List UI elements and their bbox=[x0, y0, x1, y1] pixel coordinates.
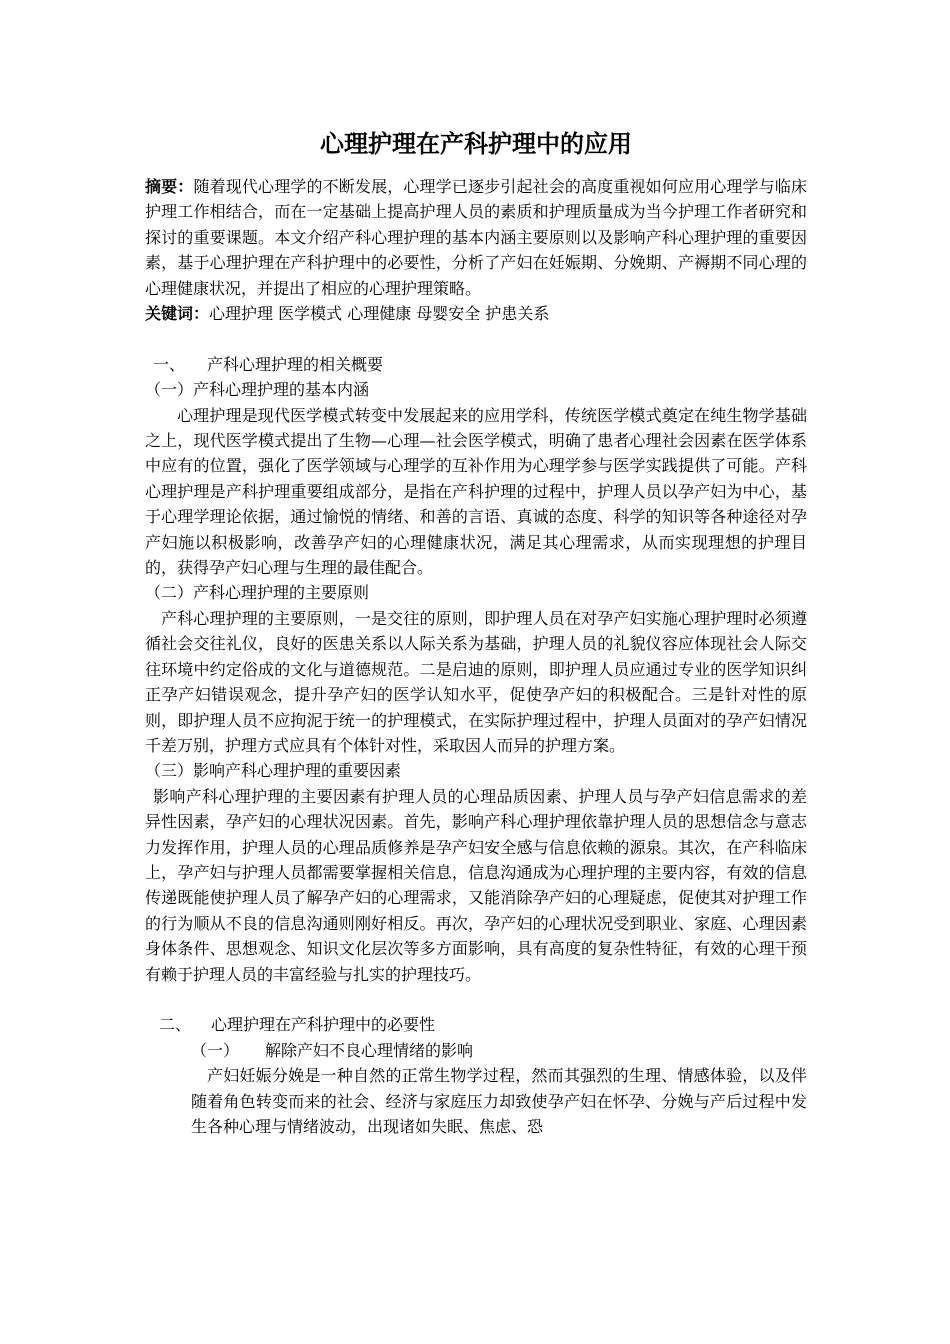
spacer bbox=[145, 326, 807, 351]
section1-heading bbox=[145, 352, 807, 377]
abstract-label: 摘要： bbox=[145, 177, 194, 196]
section1-sub3-text: 影响产科心理护理的主要因素有护理人员的心理品质因素、护理人员与孕产妇信息需求的差异性因素，孕产妇的心理状况因素。首先，影响产科心理护理依靠护理人员的思想信念与意志力发挥作用，护理人员的心理品质修养是孕产妇安全感与信息依赖的源泉。其次，在产科临床上，孕产妇与护理人员都需要掌握相关信息，信息沟通成为心理护理的主要内容，有效的信息传递既能使护理人员了解孕产妇的心理需求，又能消除孕产妇的心理疑虑，促使其对护理工作的行为顺从不良的信息沟通则刚好相反。再次，孕产妇的心理状况受到职业、家庭、心理因素身体条件、思想观念、知识文化层次等多方面影响，具有高度的复杂性特征，有效的心理干预有赖于护理人员的丰富经验与扎实的护理技巧。 bbox=[145, 786, 807, 984]
section2-sub1-title: 解除产妇不良心理情绪的影响 bbox=[265, 1040, 474, 1060]
section1-number: 一、 bbox=[153, 354, 186, 374]
section1-sub2-text: 产科心理护理的主要原则，一是交往的原则，即护理人员在对孕产妇实施心理护理时必须遵循社会交往礼仪，良好的医患关系以人际关系为基础，护理人员的礼貌仪容应体现社会人际交往环境中约定俗成的文化与道德规范。二是启迪的原则，即护理人员应通过专业的医学知识纠正孕产妇错误观念，提升孕产妇的医学认知水平，促使孕产妇的积极配合。三是针对性的原则，即护理人员不应拘泥于统一的护理模式，在实际护理过程中，护理人员面对的孕产妇情况千差万别，护理方式应具有个体针对性，采取因人而异的护理方案。 bbox=[145, 608, 807, 755]
section2-heading bbox=[145, 1012, 807, 1037]
section2-number: 二、 bbox=[159, 1015, 192, 1035]
section1-sub1-heading: （一）产科心理护理的基本内涵 bbox=[145, 380, 370, 400]
keywords-label: 关键词： bbox=[145, 304, 210, 324]
keywords-line bbox=[145, 301, 807, 326]
section1-sub1-text: 心理护理是现代医学模式转变中发展起来的应用学科，传统医学模式奠定在纯生物学基础之上，现代医学模式提出了生物—心理—社会医学模式，明确了患者心理社会因素在医学体系中应有的位置，强化了医学领域与心理学的互补作用为心理学参与医学实践提供了可能。产科心理护理是产科护理重要组成部分，是指在产科护理的过程中，护理人员以孕产妇为中心，基于心理学理论依据，通过愉悦的情绪、和善的言语、真诚的态度、科学的知识等各种途径对孕产妇施以积极影响，改善孕产妇的心理健康状况，满足其心理需求，从而实现理想的护理目的，获得孕产妇心理与生理的最佳配合。 bbox=[145, 405, 807, 578]
section2-sub1-text: 产妇妊娠分娩是一种自然的正常生物学过程，然而其强烈的生理、情感体验，以及伴随着角色转变而来的社会、经济与家庭压力却致使孕产妇在怀孕、分娩与产后过程中发生各种心理与情绪波动，出现诸如失眠、焦虑、恐 bbox=[191, 1066, 807, 1136]
section1-sub2-heading: （二）产科心理护理的主要原则 bbox=[145, 583, 370, 603]
document-title: 心理护理在产科护理中的应用 bbox=[320, 130, 632, 158]
section2-sub1-heading bbox=[145, 1038, 807, 1063]
section1-sub3-heading: （三）影响产科心理护理的重要因素 bbox=[145, 761, 402, 781]
abstract-text: 随着现代心理学的不断发展，心理学已逐步引起社会的高度重视如何应用心理学与临床护理工作相结合，而在一定基础上提高护理人员的素质和护理质量成为当今护理工作者研究和探讨的重要课题。本文介绍产科心理护理的基本内涵主要原则以及影响产科心理护理的重要因素，基于心理护理在产科护理中的必要性，分析了产妇在妊娠期、分娩期、产褥期不同心理的心理健康状况，并提出了相应的心理护理策略。 bbox=[145, 177, 807, 298]
spacer bbox=[145, 987, 807, 1012]
section2-sub1-number: （一） bbox=[191, 1040, 240, 1060]
section1-title: 产科心理护理的相关概要 bbox=[207, 354, 384, 374]
document-page bbox=[145, 128, 807, 1139]
abstract-paragraph bbox=[145, 174, 807, 301]
section2-title: 心理护理在产科护理中的必要性 bbox=[211, 1015, 436, 1035]
keywords-text: 心理护理 医学模式 心理健康 母婴安全 护患关系 bbox=[209, 304, 550, 324]
